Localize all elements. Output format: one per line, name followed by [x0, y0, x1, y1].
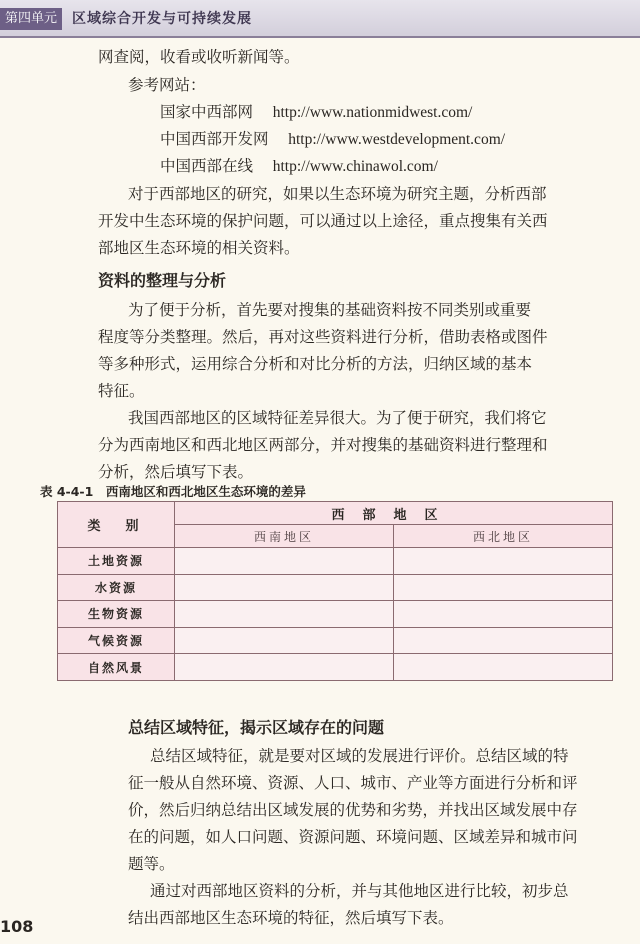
- table-row: [58, 548, 613, 575]
- intro-line: 网查阅，收看或收听新闻等。: [98, 48, 300, 66]
- page-header: [0, 0, 640, 38]
- region-header: 西部地区: [175, 502, 613, 525]
- section-title: 资料的整理与分析: [98, 271, 227, 290]
- region-difference-table: [57, 501, 613, 681]
- blank-cell[interactable]: [175, 574, 394, 601]
- table-row: [58, 627, 613, 654]
- table-row: [58, 574, 613, 601]
- southwest-header: 西南地区: [175, 525, 394, 548]
- paragraph-line: 等多种形式，运用综合分析和对比分析的方法，归纳区域的基本: [98, 355, 533, 373]
- paragraph-line: 我国西部地区的区域特征差异很大。为了便于研究，我们将它: [128, 409, 547, 427]
- intro-paragraph-line: 部地区生态环境的相关资料。: [98, 239, 300, 257]
- site-row-3: [160, 153, 438, 180]
- category-header: 类 别: [58, 502, 175, 548]
- paragraph-line: 分为西南地区和西北地区两部分，并对搜集的基础资料进行整理和: [98, 436, 548, 454]
- table-row: [58, 654, 613, 681]
- blank-cell[interactable]: [393, 601, 612, 628]
- paragraph-line: 价，然后归纳总结出区域发展的优势和劣势，并找出区域发展中存: [128, 801, 578, 819]
- blank-cell[interactable]: [393, 574, 612, 601]
- site-url[interactable]: http://www.chinawol.com/: [272, 158, 438, 175]
- page-number: 108: [0, 917, 34, 936]
- row-label: 生物资源: [58, 601, 175, 628]
- site-row-1: [160, 99, 472, 126]
- paragraph-line: 通过对西部地区资料的分析，并与其他地区进行比较，初步总: [150, 882, 569, 900]
- paragraph-line: 分析，然后填写下表。: [98, 463, 254, 481]
- table-row: [58, 601, 613, 628]
- blank-cell[interactable]: [175, 601, 394, 628]
- table-caption: 表 4-4-1 西南地区和西北地区生态环境的差异: [40, 484, 306, 499]
- blank-cell[interactable]: [393, 654, 612, 681]
- blank-cell[interactable]: [393, 627, 612, 654]
- unit-title: 区域综合开发与可持续发展: [72, 11, 252, 27]
- reference-label: 参考网站：: [128, 76, 206, 94]
- intro-paragraph-line: 开发中生态环境的保护问题，可以通过以上途径，重点搜集有关西: [98, 212, 548, 230]
- paragraph-line: 结出西部地区生态环境的特征，然后填写下表。: [128, 909, 454, 927]
- site-url[interactable]: http://www.westdevelopment.com/: [288, 131, 506, 148]
- paragraph-line: 征一般从自然环境、资源、人口、城市、产业等方面进行分析和评: [128, 774, 578, 792]
- site-url[interactable]: http://www.nationmidwest.com/: [272, 104, 473, 121]
- site-name: 国家中西部网: [160, 103, 254, 121]
- unit-label: 第四单元: [0, 8, 62, 30]
- blank-cell[interactable]: [175, 548, 394, 575]
- site-name: 中国西部在线: [160, 157, 254, 175]
- paragraph-line: 特征。: [98, 382, 145, 400]
- intro-paragraph-line: 对于西部地区的研究，如果以生态环境为研究主题，分析西部: [128, 185, 547, 203]
- blank-cell[interactable]: [175, 627, 394, 654]
- row-label: 土地资源: [58, 548, 175, 575]
- paragraph-line: 在的问题，如人口问题、资源问题、环境问题、区域差异和城市问: [128, 828, 578, 846]
- row-label: 自然风景: [58, 654, 175, 681]
- row-label: 水资源: [58, 574, 175, 601]
- site-name: 中国西部开发网: [160, 130, 269, 148]
- paragraph-line: 程度等分类整理。然后，再对这些资料进行分析，借助表格或图件: [98, 328, 548, 346]
- paragraph-line: 总结区域特征，就是要对区域的发展进行评价。总结区域的特: [150, 747, 569, 765]
- section-title: 总结区域特征，揭示区域存在的问题: [128, 718, 385, 737]
- paragraph-line: 为了便于分析，首先要对搜集的基础资料按不同类别或重要: [128, 301, 532, 319]
- site-row-2: [160, 126, 505, 153]
- northwest-header: 西北地区: [393, 525, 612, 548]
- blank-cell[interactable]: [175, 654, 394, 681]
- row-label: 气候资源: [58, 627, 175, 654]
- blank-cell[interactable]: [393, 548, 612, 575]
- paragraph-line: 题等。: [128, 855, 175, 873]
